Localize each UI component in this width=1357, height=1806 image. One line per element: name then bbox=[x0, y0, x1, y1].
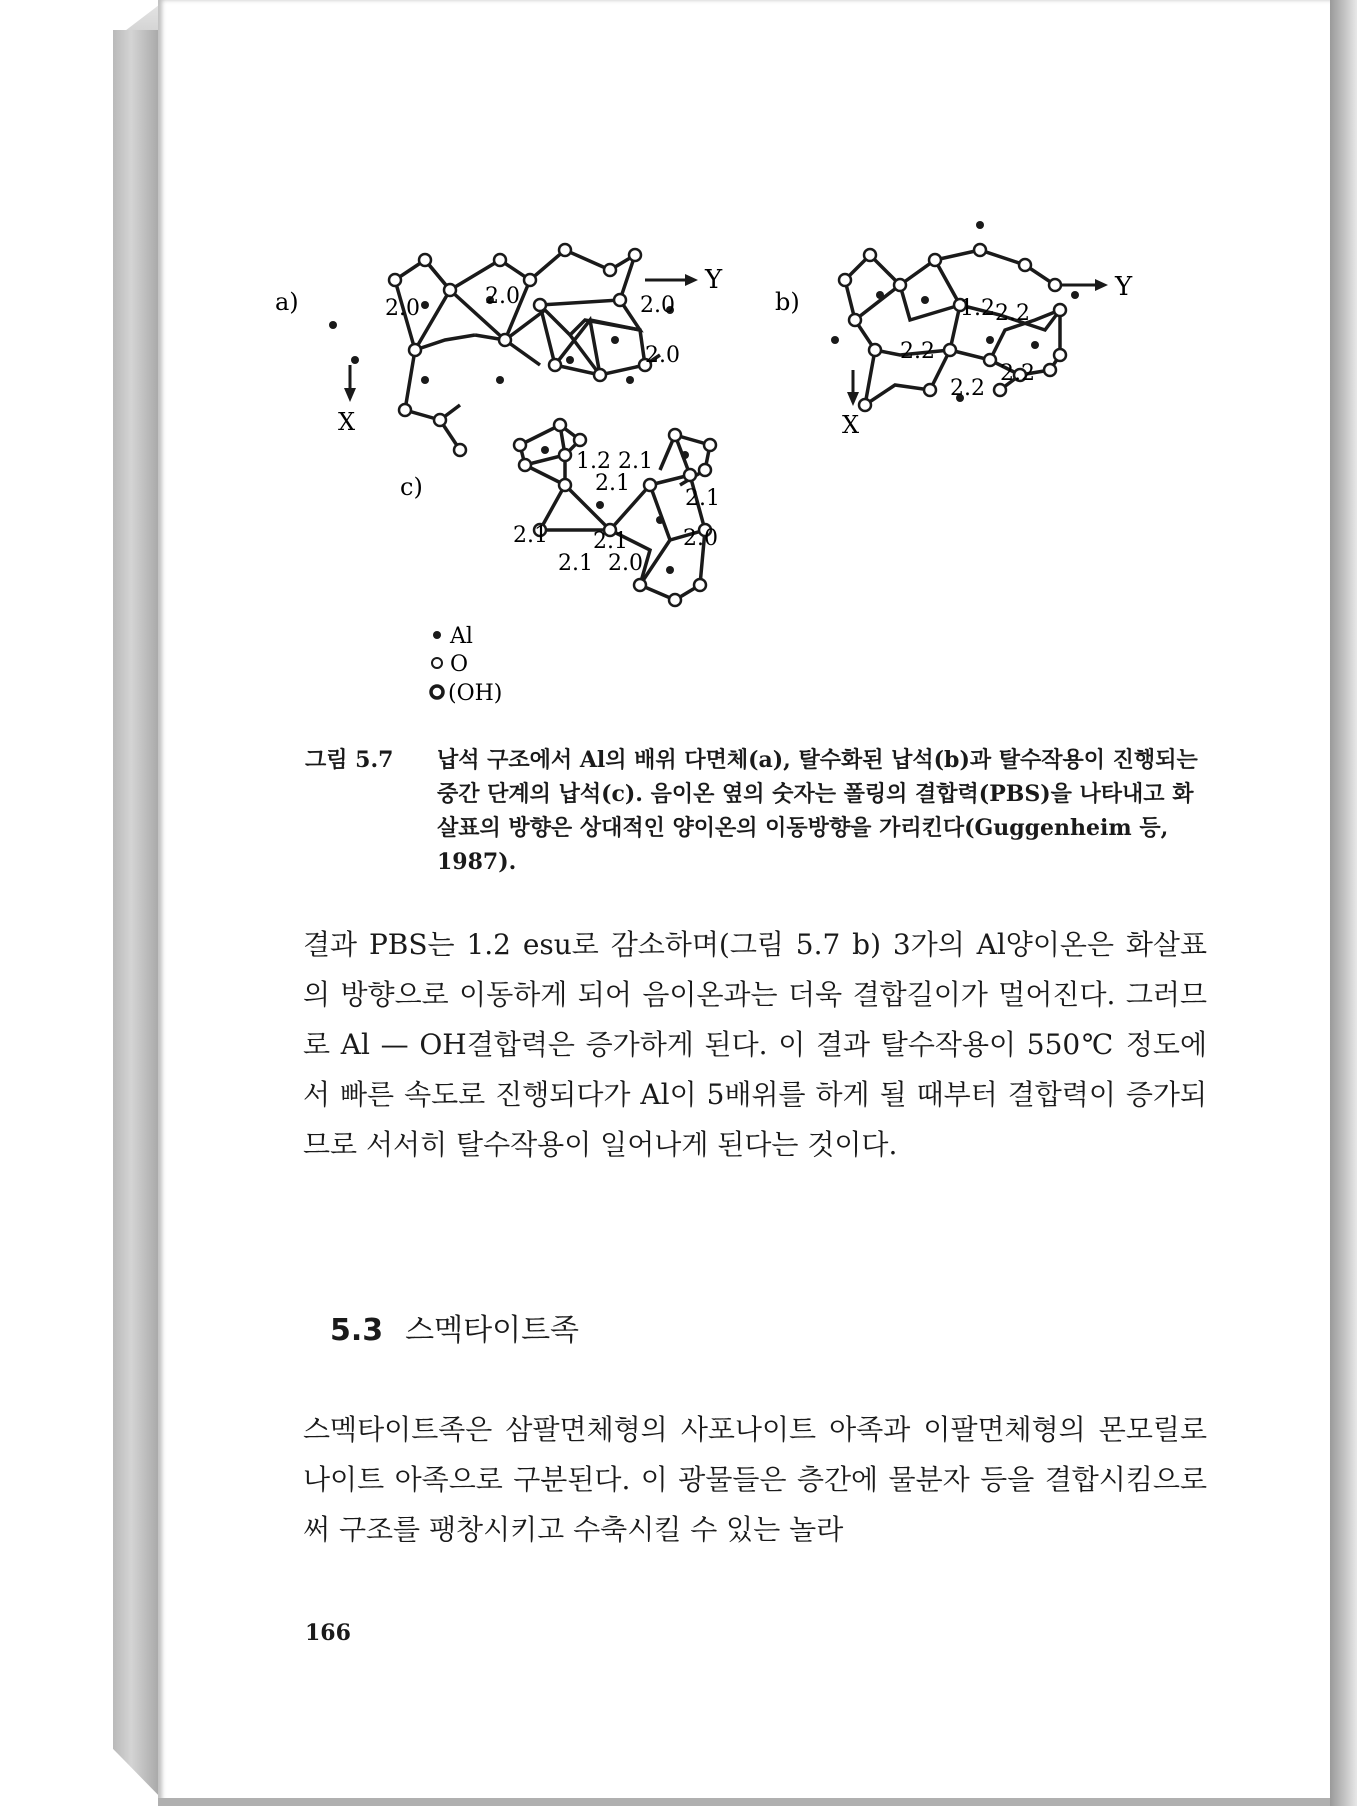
bond-value-c5: 2.1 bbox=[513, 523, 548, 548]
legend bbox=[431, 624, 502, 706]
bond-value-c7: 2.0 bbox=[683, 526, 718, 551]
bond-value-b3: 2.2 bbox=[900, 339, 935, 364]
legend-oh-label: (OH) bbox=[448, 681, 503, 706]
bond-value-a4: 2.0 bbox=[645, 343, 680, 368]
bond-value-b5: 2.2 bbox=[950, 376, 985, 401]
panel-label-b: b) bbox=[775, 288, 800, 316]
body-paragraph-2: 스멕타이트족은 삼팔면체형의 사포나이트 아족과 이팔면체형의 몬모릴로나이트 아족으로 구분된다. 이 광물들은 층간에 물분자 등을 결합시킴으로써 구조를 팽창시키고 수축시킬 수 있는 놀라 bbox=[303, 1413, 1207, 1546]
bond-value-a3: 2.0 bbox=[640, 293, 675, 318]
y-axis-label-a: Y bbox=[705, 265, 723, 295]
page-number: 166 bbox=[305, 1620, 351, 1646]
bond-value-c8: 2.1 bbox=[558, 551, 593, 576]
caption-text: 납석 구조에서 Al의 배위 다면체(a), 탈수화된 납석(b)과 탈수작용이 진행되는 중간 단계의 납석(c). 음이온 옆의 숫자는 폴링의 결합력(PBS)을 나타내고 화살표의 방향은 상대적인 양이온의 이동방향을 가리킨다(Guggenheim 등, 1987). bbox=[437, 747, 1198, 875]
bond-value-b2: 2.2 bbox=[995, 301, 1030, 326]
page-edge bbox=[1330, 0, 1357, 1806]
x-axis-label-b: X bbox=[842, 411, 860, 439]
bond-value-a1: 2.0 bbox=[385, 296, 420, 321]
bond-value-c3: 2.1 bbox=[595, 471, 630, 496]
structure-figure bbox=[275, 240, 1260, 710]
body-paragraph-1: 결과 PBS는 1.2 esu로 감소하며(그림 5.7 b) 3가의 Al양이온은 화살표의 방향으로 이동하게 되어 음이온과는 더욱 결합길이가 멀어진다. 그러므로 Al — OH결합력은 증가하게 된다. 이 결과 탈수작용이 550℃ 정도에서 빠른 속도로 진행되다가 Al이 5배위를 하게 될 때부터 결합력이 증가되므로 서서히 탈수작용이 일어나게 된다는 것이다. bbox=[303, 928, 1207, 1161]
y-axis-label-b: Y bbox=[1115, 272, 1133, 302]
figure-caption bbox=[305, 743, 1210, 879]
section-number: 5.3 bbox=[330, 1313, 384, 1348]
legend-oh-marker bbox=[431, 686, 443, 698]
bond-value-b4: 2.2 bbox=[1000, 361, 1035, 386]
panel-label-a: a) bbox=[275, 288, 299, 316]
bond-value-c4: 2.1 bbox=[685, 486, 720, 511]
legend-o-marker bbox=[432, 658, 442, 668]
bond-value-c6: 2.1 bbox=[593, 529, 628, 554]
bond-value-c1: 1.2 bbox=[576, 449, 611, 474]
page-bottom-edge bbox=[158, 1798, 1330, 1806]
section-title: 스멕타이트족 bbox=[405, 1313, 580, 1348]
bond-value-c9: 2.0 bbox=[608, 551, 643, 576]
section-heading bbox=[330, 1305, 579, 1349]
legend-o-label: O bbox=[450, 652, 469, 677]
bond-value-b1: 1.2 bbox=[960, 296, 995, 321]
panel-label-c: c) bbox=[400, 473, 423, 501]
bond-value-c2: 2.1 bbox=[618, 449, 653, 474]
x-axis-label-a: X bbox=[338, 408, 356, 436]
caption-number: 그림 5.7 bbox=[305, 747, 394, 773]
legend-al-marker bbox=[433, 631, 441, 639]
bond-value-a2: 2.0 bbox=[485, 284, 520, 309]
legend-al-label: Al bbox=[450, 624, 473, 649]
